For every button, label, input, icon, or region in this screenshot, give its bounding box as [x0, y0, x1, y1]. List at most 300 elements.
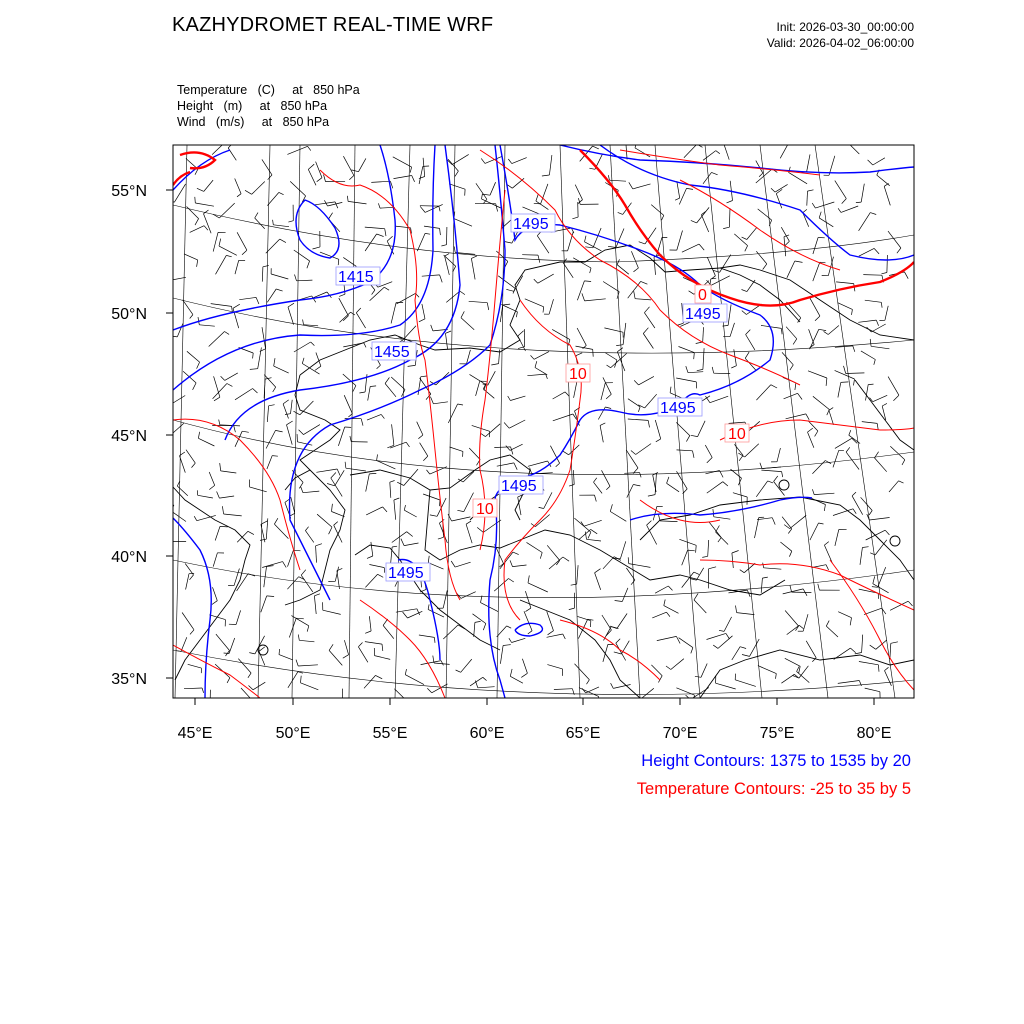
wind-barb-flag [670, 387, 671, 393]
wind-barb [527, 374, 545, 376]
wind-barb [239, 297, 256, 299]
wind-barb [264, 375, 276, 388]
wind-barb [346, 468, 366, 471]
wind-barb-flag [891, 642, 898, 644]
wind-barb-flag [667, 477, 669, 483]
wind-barb-flag [259, 647, 265, 651]
wind-barb [476, 183, 487, 199]
wind-barb [454, 219, 472, 227]
lon-label-55e: 55°E [372, 725, 408, 742]
wind-barb-flag [358, 643, 362, 647]
wind-barb [544, 492, 552, 508]
wind-barb-flag [852, 492, 856, 496]
wind-barb-flag [165, 534, 167, 542]
wind-barb [889, 481, 899, 492]
wind-barb-flag [518, 331, 524, 336]
wind-barb-flag [255, 213, 258, 218]
wind-barb [623, 323, 626, 345]
wind-barb [190, 226, 204, 233]
wind-barb-flag [212, 601, 217, 605]
wind-barb [219, 203, 234, 218]
wind-barb [358, 647, 368, 663]
wind-barb [229, 638, 235, 654]
wind-barb [617, 614, 627, 629]
wind-barb-flag [307, 626, 309, 632]
wind-barb [366, 507, 382, 515]
wind-barb [185, 564, 193, 575]
wind-barb [213, 587, 218, 601]
wind-barb-flag [885, 667, 889, 670]
wind-barb-flag [615, 601, 623, 602]
wind-barb [808, 432, 814, 448]
wind-barb [835, 181, 847, 199]
wind-barb [869, 518, 889, 521]
wind-barb-flag [506, 446, 510, 451]
wind-barb [781, 227, 789, 241]
wind-barb [343, 257, 356, 266]
wind-barb-flag [686, 366, 688, 373]
wind-barb [367, 414, 381, 420]
wind-barb [838, 303, 853, 310]
wind-barb-flag [227, 384, 233, 387]
wind-barb-flag [295, 275, 297, 281]
wind-barb [344, 640, 348, 655]
wind-barb [418, 377, 421, 395]
wind-barb [846, 373, 865, 374]
wind-barb-flag [876, 320, 878, 326]
wind-barb-flag [851, 648, 856, 653]
wind-barb [249, 487, 266, 492]
wind-barb [636, 444, 651, 455]
wind-barb [729, 208, 730, 227]
wind-barb [525, 591, 531, 608]
wind-barb [343, 374, 356, 386]
wind-barb [547, 665, 562, 669]
wind-barb-flag [214, 397, 220, 401]
wind-barb-flag [392, 546, 397, 547]
coastlines-borders [173, 245, 914, 698]
wind-barb-flag [699, 244, 704, 250]
wind-barb [807, 154, 810, 172]
wind-barb [875, 540, 887, 555]
wind-barb [631, 251, 638, 268]
wind-barb-flag [593, 146, 599, 149]
wind-barb-flag [267, 596, 274, 597]
wind-barb [810, 298, 820, 316]
wind-barb-flag [600, 423, 605, 426]
wind-barb-flag [795, 261, 803, 262]
wind-barb-flag [528, 631, 532, 634]
wind-barb-flag [584, 281, 591, 282]
wind-barb-flag [504, 423, 509, 429]
wind-barb [404, 543, 418, 546]
wind-barb [290, 181, 305, 196]
valid-time: Valid: 2026-04-02_06:00:00 [766, 36, 914, 50]
wind-barb [197, 515, 216, 520]
wind-barb [173, 396, 185, 404]
wind-barb [485, 424, 500, 437]
wind-barb [253, 682, 265, 690]
wind-barb [605, 353, 617, 361]
wind-barb [428, 563, 443, 569]
wind-barb [745, 444, 759, 457]
wind-barb-flag [418, 435, 423, 439]
wind-barb-flag [731, 366, 736, 368]
wind-barb [266, 430, 275, 448]
wind-barb [428, 609, 444, 617]
wind-barb [833, 450, 839, 467]
wind-barb-flag [274, 358, 275, 366]
wind-barb [600, 425, 603, 442]
wind-barb-flag [824, 542, 828, 546]
wind-barb [339, 298, 349, 316]
wind-barb [448, 404, 457, 423]
wind-barb [628, 399, 640, 407]
wind-barb [298, 665, 318, 666]
wind-barb [652, 612, 666, 618]
wind-barb [443, 591, 447, 609]
wind-barb [679, 188, 686, 204]
wind-barb-flag [647, 521, 652, 526]
wind-barb-flag [194, 516, 197, 521]
wind-barb-flag [587, 680, 590, 685]
wind-barb-flag [676, 636, 680, 643]
wind-barb [483, 520, 501, 533]
lon-label-70e: 70°E [662, 725, 698, 742]
wind-barb-flag [893, 395, 899, 401]
wind-barb [627, 485, 634, 498]
wind-barb [237, 574, 249, 591]
wind-barb-flag [872, 587, 878, 588]
wind-barb-flag [381, 414, 384, 418]
wind-barb [651, 205, 664, 216]
wind-barb-flag [812, 489, 814, 494]
wind-barb [344, 395, 352, 414]
wind-barb [204, 180, 213, 191]
wind-barb-flag [870, 339, 871, 346]
wind-barb [184, 254, 198, 260]
wind-barb [679, 638, 693, 648]
wind-barb [732, 553, 733, 568]
wind-barb [610, 512, 626, 522]
wind-barb-flag [269, 405, 275, 406]
wind-barb [707, 633, 726, 639]
wind-barb-flag [448, 514, 452, 521]
wind-barb-flag [768, 481, 773, 483]
wind-barb-flag [526, 608, 531, 612]
wind-barb [177, 486, 188, 496]
wind-barb [729, 422, 745, 423]
wind-barb [452, 517, 471, 521]
wind-barb-flag [307, 261, 310, 268]
wind-barb [535, 515, 549, 527]
wind-barb [859, 662, 879, 665]
wind-barb-flag [853, 509, 856, 514]
wind-barb [707, 257, 715, 275]
wind-barb [579, 529, 591, 539]
wind-barb-flag [288, 221, 293, 222]
wind-barb-flag [742, 237, 747, 239]
wind-barb-flag [745, 246, 748, 252]
wind-barb [188, 664, 202, 668]
wind-barb-flag [376, 675, 383, 678]
wind-barb [761, 578, 762, 593]
wind-barb-flag [378, 574, 384, 577]
wind-barb [724, 617, 732, 632]
wind-barb-flag [853, 346, 855, 352]
wind-barb [393, 157, 412, 167]
wind-barb [728, 304, 731, 325]
temperature-label: 0 [698, 287, 707, 304]
wind-barb-flag [404, 505, 405, 510]
wind-barb-flag [628, 557, 629, 563]
wind-barb-flag [283, 562, 287, 568]
wind-barb-flag [531, 355, 535, 359]
wind-barb-flag [365, 631, 371, 633]
wind-barb-flag [591, 529, 598, 533]
wind-barb-flag [723, 137, 729, 141]
wind-barb [888, 231, 901, 248]
wind-barb-flag [294, 411, 300, 415]
wind-barb [783, 589, 804, 594]
wind-barb [274, 366, 289, 373]
wind-barb-flag [279, 649, 280, 655]
wind-barb [878, 567, 886, 587]
wind-barb-flag [509, 638, 512, 642]
wind-barb-flag [882, 403, 887, 406]
wind-barb-flag [616, 639, 620, 643]
wind-barb [235, 260, 239, 274]
wind-barb-flag [582, 293, 585, 301]
wind-barb-flag [190, 630, 194, 635]
wind-barb [461, 659, 472, 672]
wind-barb-flag [675, 198, 680, 200]
wind-barb-flag [364, 343, 366, 348]
wind-barb [694, 600, 706, 613]
wind-barb-flag [606, 394, 611, 399]
wind-barb-flag [878, 665, 879, 672]
tick-marks [166, 190, 874, 705]
wind-barb-flag [897, 248, 901, 253]
wind-barb [549, 155, 552, 175]
wind-barb-flag [377, 365, 381, 369]
wind-barb-flag [390, 481, 395, 483]
lat-label-45n: 45°N [111, 428, 147, 445]
wind-barb-flag [608, 175, 609, 180]
wind-barb-flag [572, 217, 578, 219]
wind-barb-flag [296, 660, 298, 666]
wind-barb-flag [826, 565, 829, 570]
wind-barb-flag [454, 247, 455, 253]
wind-barb-flag [691, 648, 693, 654]
wind-barb-flag [614, 652, 622, 654]
wind-barb-flag [338, 259, 339, 265]
wind-barb [718, 636, 733, 649]
wind-barb-flag [349, 176, 354, 180]
wind-barb [510, 444, 523, 450]
wind-barb [466, 524, 472, 543]
wind-barb [316, 353, 321, 367]
wind-barb-flag [854, 379, 855, 385]
wind-barb-flag [334, 522, 338, 526]
wind-barb-flag [337, 469, 340, 475]
wind-barb-flag [327, 484, 335, 486]
wind-barb [365, 227, 385, 229]
wind-barb-flag [332, 504, 333, 512]
wind-barb-flag [610, 504, 612, 511]
wind-barb [733, 493, 747, 497]
wind-barb [538, 274, 554, 283]
lat-label-50n: 50°N [111, 306, 147, 323]
legend-height-contours: Height Contours: 1375 to 1535 by 20 [641, 752, 911, 770]
wind-barb-flag [242, 250, 247, 255]
wind-barb [584, 520, 602, 526]
wind-barb-flag [771, 385, 777, 388]
wind-barb [635, 299, 651, 300]
wind-barb-flag [441, 245, 446, 246]
wind-barb-flag [353, 386, 356, 392]
wind-barb-flag [440, 228, 441, 235]
wind-barb-flag [268, 175, 272, 180]
wind-barb [871, 346, 889, 349]
wind-barb-flag [856, 202, 861, 203]
wind-barb-flag [540, 553, 542, 559]
wind-barb [383, 625, 394, 638]
wind-barb [622, 588, 628, 602]
wind-barb-flag [790, 140, 795, 141]
wind-barb-flag [221, 376, 225, 380]
wind-barb-flag [736, 606, 737, 613]
wind-barb [262, 562, 282, 568]
wind-barb-flag [372, 290, 375, 295]
wind-barb-flag [759, 173, 763, 177]
wind-barb [730, 323, 735, 337]
wind-barb [237, 232, 247, 250]
wind-barb [703, 327, 704, 342]
wind-barb-flag [790, 586, 792, 593]
wind-barb [405, 675, 424, 685]
wind-barb-flag [542, 175, 550, 176]
wind-barb [219, 246, 237, 255]
wind-barb [764, 568, 782, 569]
wind-barb-flag [316, 544, 322, 546]
wind-barb [835, 438, 852, 448]
wind-barb-flag [595, 569, 601, 573]
wind-barb [478, 687, 495, 688]
wind-barb [657, 636, 677, 640]
wind-barb [391, 377, 405, 390]
wind-barb [267, 289, 276, 302]
wind-barb [620, 541, 625, 558]
wind-barb-flag [539, 507, 544, 508]
wind-barb [628, 419, 648, 420]
wind-barb-flag [593, 349, 594, 356]
wind-barb-flag [439, 206, 440, 211]
wind-barb [776, 194, 782, 209]
wind-barb-flag [740, 647, 746, 649]
wind-barb [603, 557, 614, 569]
wind-barb-flag [508, 396, 511, 401]
wind-barb-flag [417, 609, 420, 615]
wind-barb-flag [162, 275, 165, 281]
wind-barb-flag [641, 281, 648, 284]
wind-barb [297, 442, 312, 445]
wind-barb [862, 422, 877, 424]
wind-barb [803, 614, 808, 631]
wind-barb-flag [168, 398, 173, 403]
wind-barb [541, 184, 548, 204]
wind-barb-flag [870, 645, 876, 649]
wind-barb [209, 332, 225, 347]
wind-barb [512, 638, 526, 642]
wind-barb [308, 169, 316, 185]
wind-barb-flag [693, 451, 695, 458]
wind-barb-flag [611, 683, 614, 688]
wind-barb [777, 448, 780, 462]
wind-barb [287, 146, 307, 154]
wind-barb [291, 497, 295, 513]
wind-barb-flag [588, 532, 591, 538]
wind-barb [279, 655, 293, 660]
wind-barb-flag [253, 389, 258, 394]
wind-barb-flag [303, 320, 304, 325]
wind-barb-flag [668, 586, 672, 590]
wind-barb-flag [713, 645, 718, 648]
wind-barb-flag [868, 160, 873, 165]
wind-barb [294, 250, 310, 261]
wind-barb-flag [616, 345, 623, 346]
wind-barb [273, 225, 289, 227]
wind-barb-flag [869, 511, 872, 516]
wind-barb-flag [513, 552, 519, 555]
wind-barb [371, 542, 373, 556]
wind-barb [509, 420, 525, 428]
wind-barb [756, 161, 763, 174]
wind-barb-flag [727, 201, 733, 203]
wind-barb-flag [511, 447, 513, 455]
wind-barb [461, 318, 474, 330]
wind-barb [198, 438, 214, 446]
wind-barb [315, 202, 335, 205]
wind-barb [445, 256, 450, 275]
wind-barb [488, 371, 496, 385]
wind-barb [808, 371, 827, 378]
wind-barb-flag [324, 175, 326, 182]
wind-barb [291, 400, 293, 414]
wind-barb [758, 209, 772, 220]
wind-barb-flag [881, 302, 882, 307]
wind-barb [433, 402, 448, 404]
wind-barb-flag [874, 248, 879, 254]
wind-barb [684, 144, 697, 158]
wind-barb-flag [776, 674, 777, 679]
wind-barb [824, 545, 832, 563]
wind-barb-flag [793, 339, 797, 345]
wind-barb [238, 659, 251, 673]
wind-barb [756, 169, 772, 183]
wind-barb [645, 394, 657, 408]
wind-barb-flag [565, 392, 569, 396]
wind-barb-flag [506, 289, 514, 291]
wind-barb-flag [563, 634, 566, 639]
wind-barb-flag [585, 247, 593, 248]
field-temperature: Temperature (C) at 850 hPa [177, 83, 360, 97]
wind-barb [224, 514, 242, 516]
wind-barb-flag [253, 353, 254, 358]
wind-barb-flag [815, 316, 820, 321]
wind-barb [701, 215, 708, 232]
wind-barb-flag [408, 365, 416, 366]
